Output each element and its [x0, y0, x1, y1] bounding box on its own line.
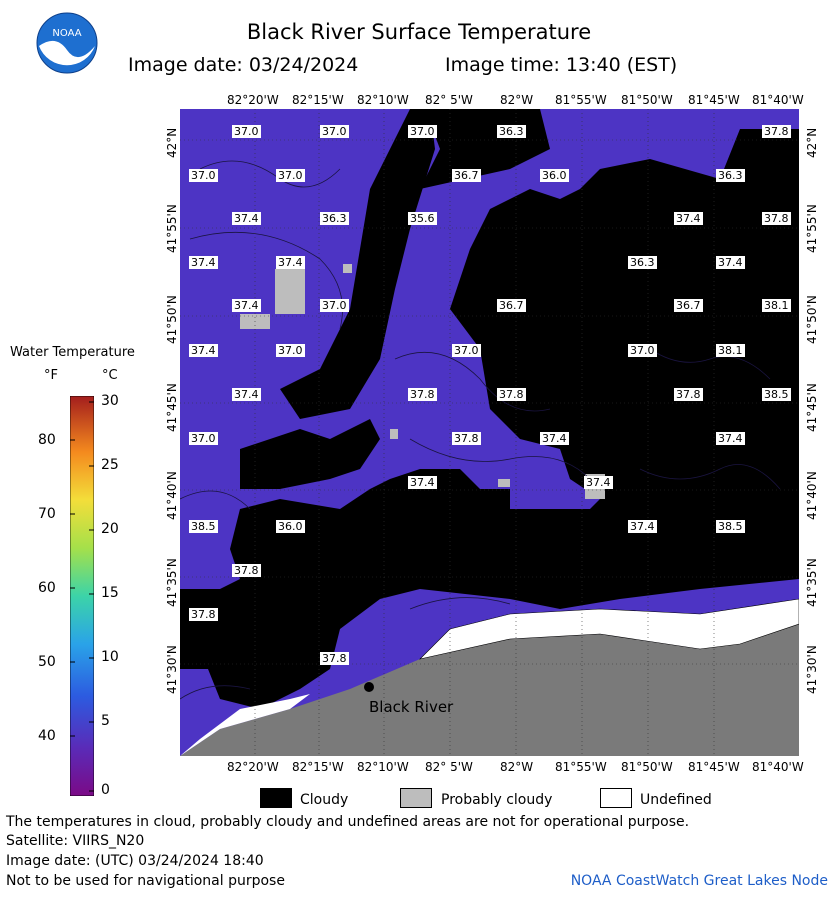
cloudy-swatch [260, 788, 292, 808]
temp-label: 38.1 [764, 299, 789, 312]
temp-label: 35.6 [410, 212, 435, 225]
logo-text: NOAA [52, 28, 82, 39]
temp-label: 36.7 [454, 169, 479, 182]
lat-label-right: 41°50'N [805, 295, 819, 344]
temp-label: 37.8 [322, 652, 347, 665]
temp-label: 36.7 [499, 299, 524, 312]
temp-label: 36.3 [499, 125, 524, 138]
c-tick: 5 [101, 713, 110, 729]
lon-label-top: 82° 5'W [425, 93, 473, 107]
temp-label: 37.0 [191, 169, 216, 182]
lat-label-left: 41°40'N [165, 471, 179, 520]
lon-label-bottom: 82°20'W [227, 760, 279, 774]
lat-label-left: 41°30'N [165, 645, 179, 694]
temp-label: 37.8 [234, 564, 259, 577]
black-river-marker [364, 682, 374, 692]
lat-label-left: 41°45'N [165, 383, 179, 432]
temp-label: 37.4 [234, 388, 259, 401]
f-tick: 80 [38, 432, 56, 448]
lon-label-top: 82°W [500, 93, 534, 107]
temp-label: 37.4 [191, 344, 216, 357]
temp-label: 37.4 [586, 476, 611, 489]
nav-warning-text: Not to be used for navigational purpose [6, 873, 285, 889]
lon-label-bottom: 81°45'W [688, 760, 740, 774]
lon-label-top: 82°15'W [292, 93, 344, 107]
lon-label-bottom: 82°W [500, 760, 534, 774]
temp-label: 36.3 [322, 212, 347, 225]
temp-label: 37.8 [499, 388, 524, 401]
c-tick: 10 [101, 649, 119, 665]
lat-label-right: 41°30'N [805, 645, 819, 694]
temp-label: 37.0 [234, 125, 259, 138]
temp-label: 37.0 [278, 344, 303, 357]
temp-label: 37.4 [410, 476, 435, 489]
temp-label: 36.3 [718, 169, 743, 182]
temp-label: 37.8 [410, 388, 435, 401]
page-title: Black River Surface Temperature [246, 20, 592, 44]
undefined-label: Undefined [640, 792, 712, 808]
temp-label: 37.0 [410, 125, 435, 138]
temp-label: 37.0 [191, 432, 216, 445]
lon-label-bottom: 81°40'W [752, 760, 804, 774]
lon-label-top: 81°45'W [688, 93, 740, 107]
c-tick: 25 [101, 457, 119, 473]
temp-label: 36.3 [630, 256, 655, 269]
temp-label: 37.4 [234, 212, 259, 225]
temp-label: 37.0 [322, 299, 347, 312]
temp-label: 37.0 [630, 344, 655, 357]
temp-label: 37.0 [322, 125, 347, 138]
image-date: Image date: 03/24/2024 [128, 54, 359, 76]
temp-label: 37.8 [764, 212, 789, 225]
lon-label-bottom: 82°15'W [292, 760, 344, 774]
lat-label-left: 41°55'N [165, 204, 179, 253]
lat-label-right: 41°55'N [805, 204, 819, 253]
map-canvas [180, 109, 799, 756]
temp-label: 37.4 [676, 212, 701, 225]
temp-label: 37.8 [676, 388, 701, 401]
probably-cloudy-label: Probably cloudy [441, 792, 553, 808]
temp-label: 36.0 [278, 520, 303, 533]
lon-label-bottom: 81°50'W [621, 760, 673, 774]
temp-label: 38.1 [718, 344, 743, 357]
f-tick: 50 [38, 654, 56, 670]
cloudy-label: Cloudy [300, 792, 349, 808]
lat-label-left: 41°35'N [165, 558, 179, 607]
lon-label-top: 81°55'W [555, 93, 607, 107]
lat-label-right: 41°35'N [805, 558, 819, 607]
temp-label: 37.4 [191, 256, 216, 269]
temp-label: 37.4 [278, 256, 303, 269]
temp-label: 37.4 [630, 520, 655, 533]
legend-unit-f: °F [44, 368, 58, 383]
c-tick: 30 [101, 393, 119, 409]
lat-label-left: 41°50'N [165, 295, 179, 344]
lon-label-bottom: 81°55'W [555, 760, 607, 774]
lon-label-top: 82°20'W [227, 93, 279, 107]
f-tick: 60 [38, 580, 56, 596]
undefined-swatch [600, 788, 632, 808]
temp-label: 37.4 [234, 299, 259, 312]
lon-label-bottom: 82° 5'W [425, 760, 473, 774]
temp-label: 38.5 [191, 520, 216, 533]
temp-label: 37.8 [764, 125, 789, 138]
temp-label: 37.4 [718, 256, 743, 269]
utc-date-text: Image date: (UTC) 03/24/2024 18:40 [6, 853, 264, 869]
lon-label-top: 81°40'W [752, 93, 804, 107]
lon-label-top: 81°50'W [621, 93, 673, 107]
legend-title: Water Temperature [10, 345, 135, 360]
f-tick: 40 [38, 728, 56, 744]
lat-label-right: 41°45'N [805, 383, 819, 432]
probably-cloudy-swatch [400, 788, 432, 808]
credit-text: NOAA CoastWatch Great Lakes Node [570, 873, 828, 889]
f-tick: 70 [38, 506, 56, 522]
temp-label: 37.0 [278, 169, 303, 182]
c-tick: 15 [101, 585, 119, 601]
temp-label: 37.4 [542, 432, 567, 445]
c-tick: 0 [101, 782, 110, 798]
temp-label: 37.8 [191, 608, 216, 621]
satellite-text: Satellite: VIIRS_N20 [6, 833, 145, 849]
image-time: Image time: 13:40 (EST) [445, 54, 678, 76]
temp-label: 37.8 [454, 432, 479, 445]
temp-label: 38.5 [764, 388, 789, 401]
c-tick: 20 [101, 521, 119, 537]
legend-unit-c: °C [102, 368, 118, 383]
black-river-label: Black River [369, 698, 454, 716]
temp-label: 36.0 [542, 169, 567, 182]
lon-label-top: 82°10'W [357, 93, 409, 107]
temp-label: 36.7 [676, 299, 701, 312]
lon-label-bottom: 82°10'W [357, 760, 409, 774]
lat-label-right: 42°N [805, 127, 819, 158]
lat-label-left: 42°N [165, 127, 179, 158]
temp-label: 37.0 [454, 344, 479, 357]
temp-label: 37.4 [718, 432, 743, 445]
temperature-map [180, 109, 799, 756]
color-bar [70, 396, 94, 796]
disclaimer-text: The temperatures in cloud, probably cloudy and undefined areas are not for operational purpose. [6, 814, 690, 830]
lat-label-right: 41°40'N [805, 471, 819, 520]
temp-label: 38.5 [718, 520, 743, 533]
